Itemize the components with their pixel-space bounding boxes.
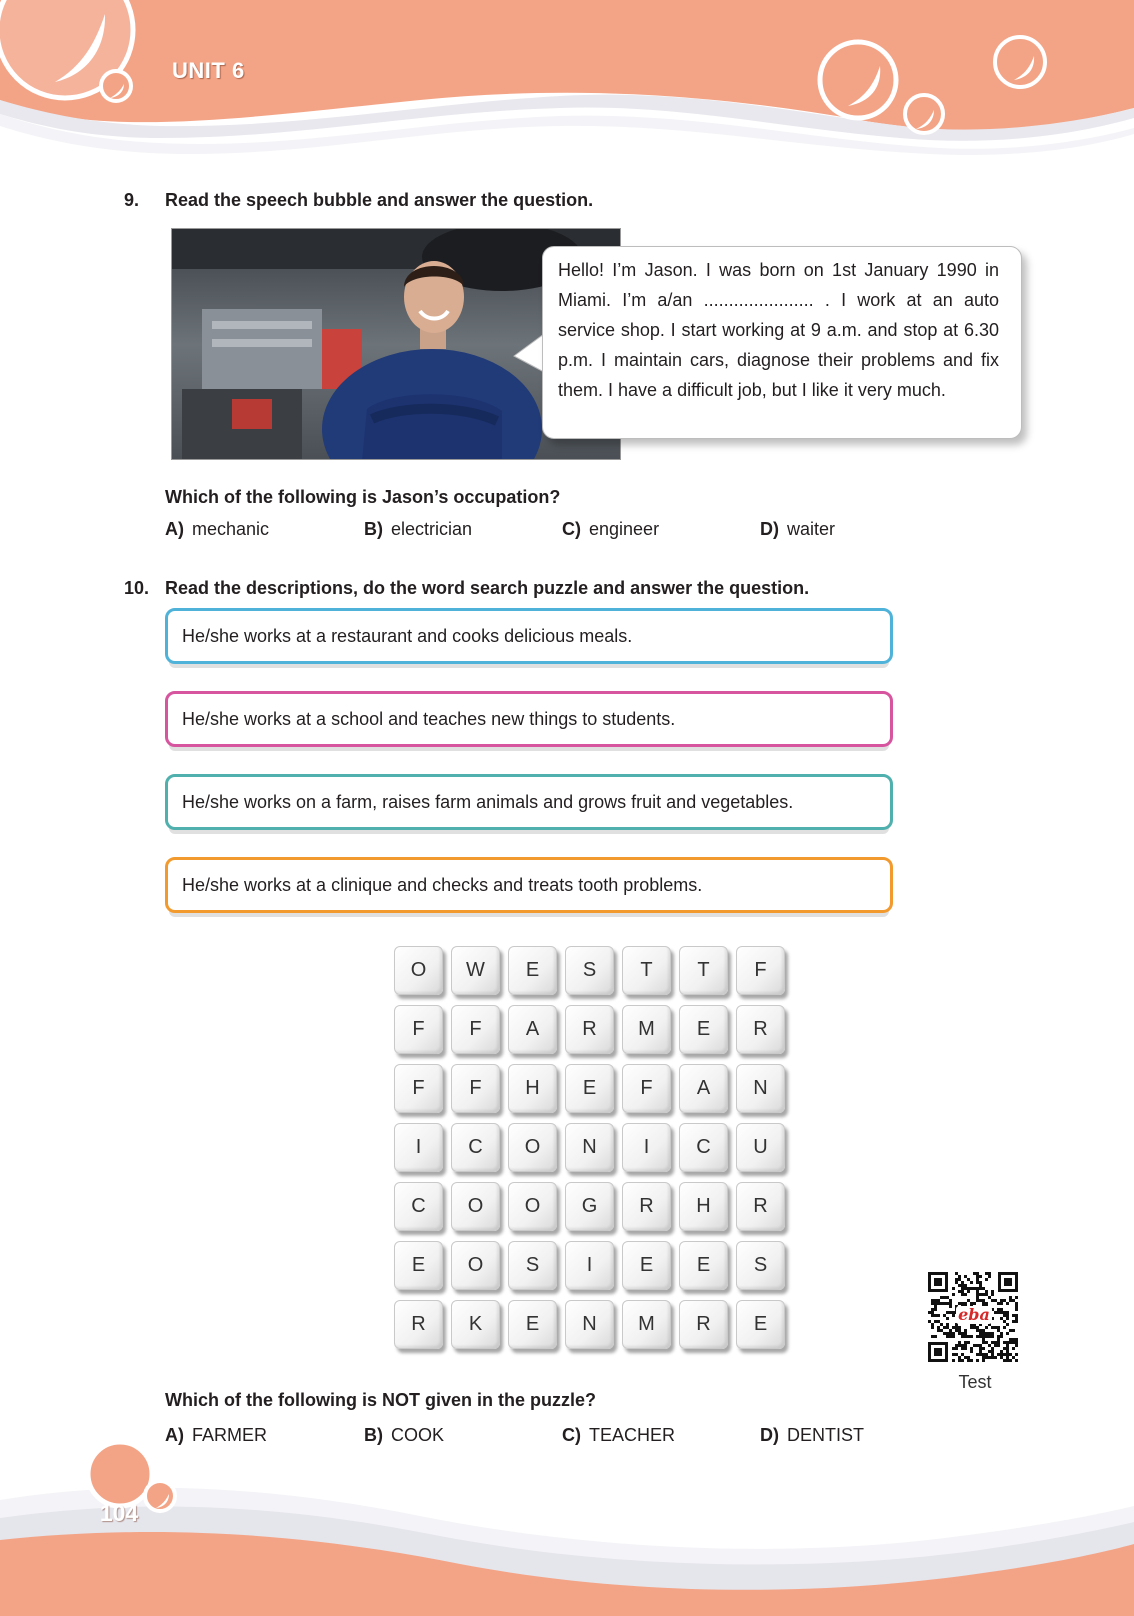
question-10-prompt: Which of the following is NOT given in the puzzle? [165, 1390, 596, 1410]
puzzle-tile[interactable]: I [622, 1123, 671, 1172]
puzzle-tile[interactable]: C [451, 1123, 500, 1172]
puzzle-tile[interactable]: U [736, 1123, 785, 1172]
puzzle-tile[interactable]: N [565, 1300, 614, 1349]
puzzle-tile[interactable]: O [451, 1241, 500, 1290]
option-letter: D) [760, 519, 779, 539]
option-9c[interactable] [562, 519, 659, 540]
question-9-prompt: Which of the following is Jason’s occupation? [165, 487, 561, 507]
puzzle-tile[interactable]: O [508, 1182, 557, 1231]
puzzle-tile[interactable]: M [622, 1300, 671, 1349]
qr-code[interactable] [928, 1272, 1018, 1362]
option-text: waiter [787, 519, 836, 539]
puzzle-tile[interactable]: I [394, 1123, 443, 1172]
option-letter: B) [364, 1425, 383, 1445]
option-9b[interactable] [364, 519, 472, 540]
puzzle-tile[interactable]: E [679, 1241, 728, 1290]
puzzle-tile[interactable]: H [679, 1182, 728, 1231]
puzzle-tile[interactable]: N [565, 1123, 614, 1172]
option-letter: B) [364, 519, 383, 539]
description-box-3: He/she works on a farm, raises farm animals and grows fruit and vegetables. [165, 774, 893, 830]
puzzle-tile[interactable]: A [679, 1064, 728, 1113]
unit-title: UNIT 6 [172, 58, 245, 83]
puzzle-tile[interactable]: R [679, 1300, 728, 1349]
puzzle-tile[interactable]: A [508, 1005, 557, 1054]
puzzle-tile[interactable]: F [622, 1064, 671, 1113]
puzzle-tile[interactable]: E [508, 946, 557, 995]
question-9-number: 9. [124, 190, 140, 210]
question-10-number: 10. [124, 578, 150, 598]
puzzle-tile[interactable]: H [508, 1064, 557, 1113]
puzzle-tile[interactable]: T [679, 946, 728, 995]
puzzle-tile[interactable]: E [565, 1064, 614, 1113]
puzzle-tile[interactable]: C [394, 1182, 443, 1231]
puzzle-tile[interactable]: R [565, 1005, 614, 1054]
puzzle-tile[interactable]: O [451, 1182, 500, 1231]
puzzle-tile[interactable]: R [622, 1182, 671, 1231]
option-letter: C) [562, 1425, 581, 1445]
puzzle-tile[interactable]: S [508, 1241, 557, 1290]
puzzle-tile[interactable]: F [394, 1005, 443, 1054]
option-text: engineer [589, 519, 660, 539]
qr-label: Test [958, 1372, 992, 1392]
puzzle-tile[interactable]: S [565, 946, 614, 995]
puzzle-tile[interactable]: W [451, 946, 500, 995]
speech-bubble: Hello! I’m Jason. I was born on 1st January 1990 in Miami. I’m a/an ...................... . I work at an auto service shop. I start working at 9 a.m. and stop at 6.30 p.m. I maintain cars, diagnose their problems and fix them. I have a difficult job, but I like it very much. [542, 246, 1022, 439]
word-search-grid [394, 946, 794, 1366]
puzzle-tile[interactable]: E [508, 1300, 557, 1349]
page-number: 104 [99, 1500, 139, 1526]
puzzle-tile[interactable]: R [394, 1300, 443, 1349]
puzzle-tile[interactable]: N [736, 1064, 785, 1113]
option-text: electrician [391, 519, 473, 539]
option-text: COOK [391, 1425, 445, 1445]
puzzle-tile[interactable]: E [679, 1005, 728, 1054]
puzzle-tile[interactable]: M [622, 1005, 671, 1054]
option-letter: A) [165, 1425, 184, 1445]
puzzle-tile[interactable]: C [679, 1123, 728, 1172]
description-box-4: He/she works at a clinique and checks and treats tooth problems. [165, 857, 893, 913]
puzzle-tile[interactable]: F [451, 1064, 500, 1113]
description-box-1: He/she works at a restaurant and cooks delicious meals. [165, 608, 893, 664]
footer-banner [0, 1440, 1134, 1616]
option-text: TEACHER [589, 1425, 676, 1445]
header-banner [0, 0, 1134, 160]
option-letter: D) [760, 1425, 779, 1445]
puzzle-tile[interactable]: E [736, 1300, 785, 1349]
option-9d[interactable] [760, 519, 835, 540]
puzzle-tile[interactable]: O [394, 946, 443, 995]
eba-logo-text: eba [958, 1305, 990, 1324]
puzzle-tile[interactable]: R [736, 1182, 785, 1231]
option-letter: C) [562, 519, 581, 539]
option-text: FARMER [192, 1425, 268, 1445]
puzzle-tile[interactable]: E [394, 1241, 443, 1290]
option-text: mechanic [192, 519, 270, 539]
puzzle-tile[interactable]: K [451, 1300, 500, 1349]
puzzle-tile[interactable]: T [622, 946, 671, 995]
puzzle-tile[interactable]: I [565, 1241, 614, 1290]
puzzle-tile[interactable]: S [736, 1241, 785, 1290]
puzzle-tile[interactable]: O [508, 1123, 557, 1172]
puzzle-tile[interactable]: F [394, 1064, 443, 1113]
puzzle-tile[interactable]: E [622, 1241, 671, 1290]
description-box-2: He/she works at a school and teaches new things to students. [165, 691, 893, 747]
question-10-instruction: Read the descriptions, do the word search puzzle and answer the question. [165, 578, 810, 598]
puzzle-tile[interactable]: R [736, 1005, 785, 1054]
option-letter: A) [165, 519, 184, 539]
puzzle-tile[interactable]: F [736, 946, 785, 995]
question-9-instruction: Read the speech bubble and answer the question. [165, 190, 594, 210]
option-9a[interactable] [165, 519, 269, 540]
puzzle-tile[interactable]: F [451, 1005, 500, 1054]
puzzle-tile[interactable]: G [565, 1182, 614, 1231]
option-text: DENTIST [787, 1425, 865, 1445]
